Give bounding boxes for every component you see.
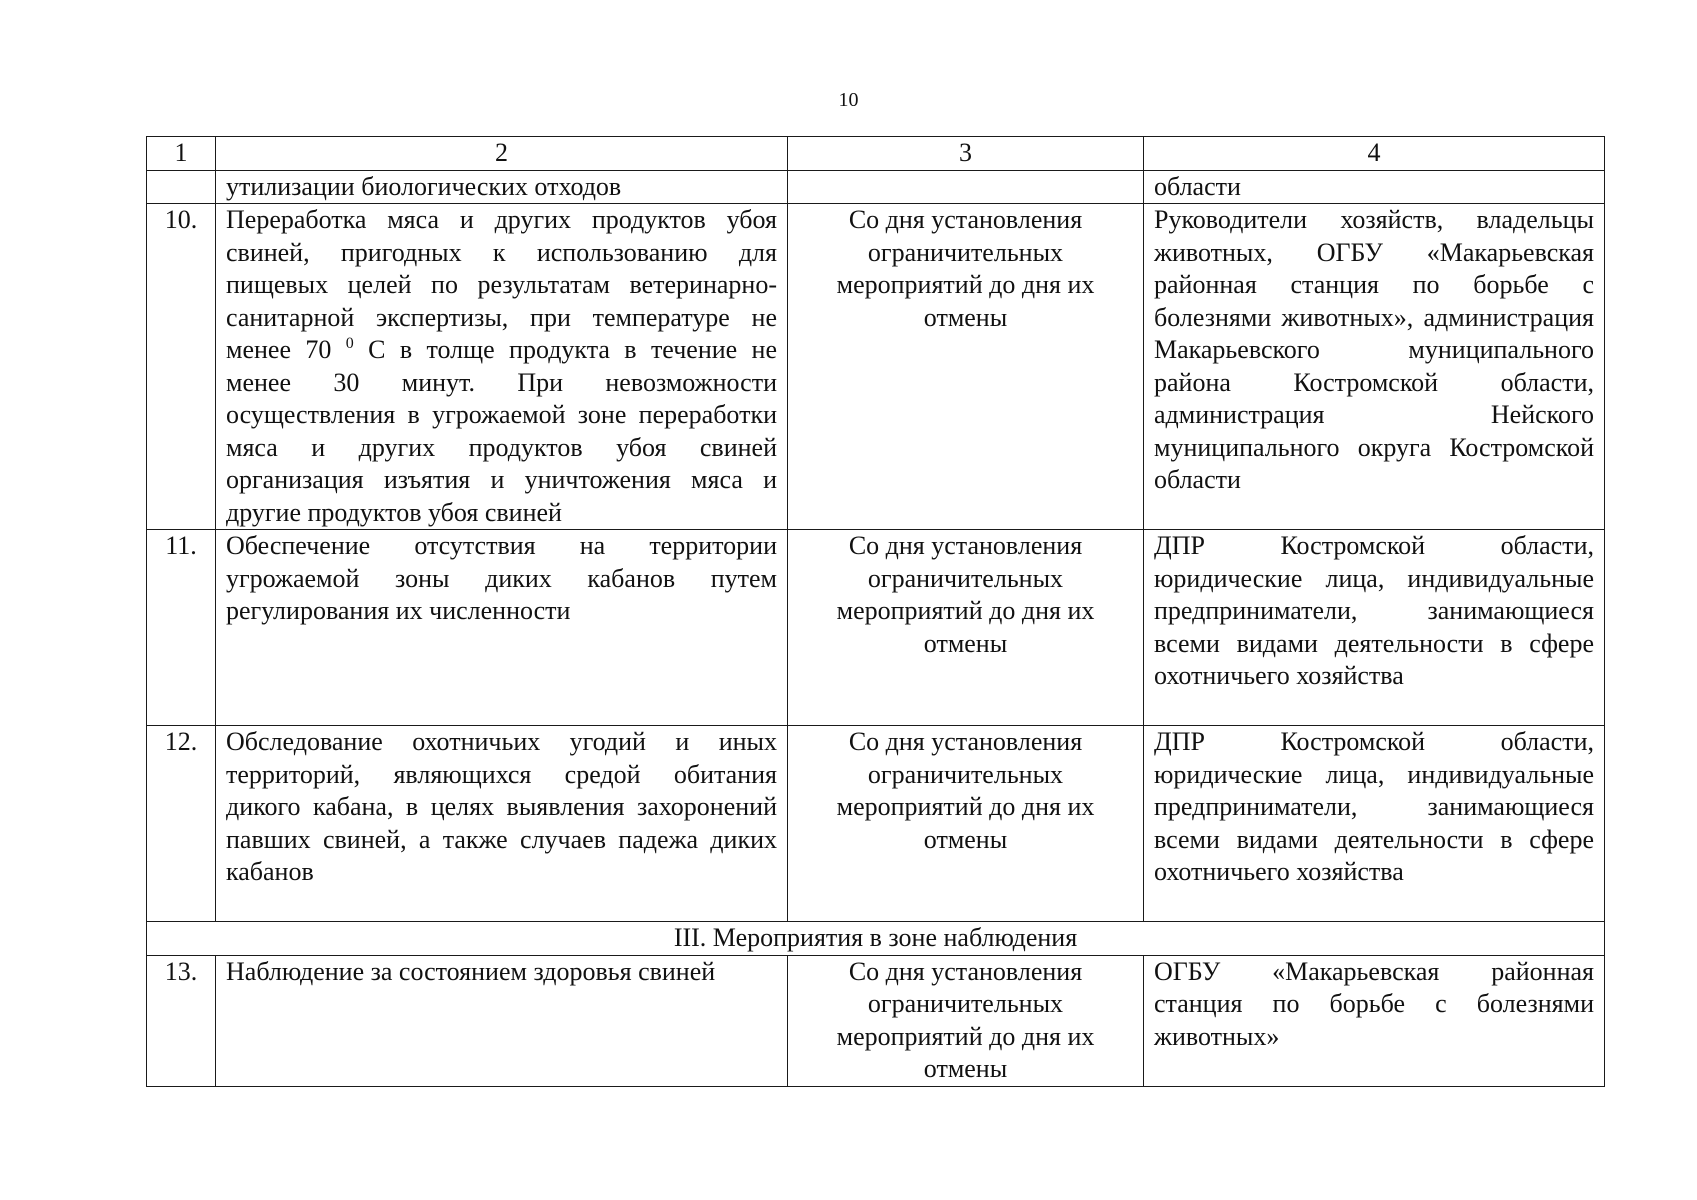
table-header-row: [147, 137, 1605, 171]
header-col-1: 1: [147, 137, 216, 171]
row-number: 10.: [147, 204, 216, 530]
row-measure: Наблюдение за состоянием здоровья свиней: [216, 955, 788, 1086]
row-measure: [216, 204, 788, 530]
measure-text-part-a: Переработка мяса и других продуктов убоя свиней, пригодных к использованию для пищевых целей по результатам ветеринарно-санитарной экспертизы, при температуре не менее 70: [226, 205, 777, 364]
cont-responsible-cell: области: [1144, 170, 1605, 204]
row-measure: Обеспечение отсутствия на территории угрожаемой зоны диких кабанов путем регулирования их численности: [216, 530, 788, 726]
row-number: 13.: [147, 955, 216, 1086]
cont-num-cell: [147, 170, 216, 204]
header-col-4: 4: [1144, 137, 1605, 171]
section-title: III. Мероприятия в зоне наблюдения: [147, 922, 1605, 956]
measure-text-part-b: С в толще продукта в течение не менее 30 минут. При невозможности осуществления в угрожаемой зоне переработки мяса и других продуктов убоя свиней организация изъятия и уничтожения мяса и другие продуктов убоя свиней: [226, 335, 778, 527]
header-col-2: 2: [216, 137, 788, 171]
table-row: [147, 204, 1605, 530]
row-responsible: ДПР Костромской области, юридические лица, индивидуальные предприниматели, занимающиеся всеми видами деятельности в сфере охотничьего хозяйства: [1144, 530, 1605, 726]
section-row: [147, 922, 1605, 956]
row-term: Со дня установления ограничительных мероприятий до дня их отмены: [788, 530, 1144, 726]
row-number: 12.: [147, 726, 216, 922]
cont-measure-cell: утилизации биологических отходов: [216, 170, 788, 204]
row-responsible: ДПР Костромской области, юридические лица, индивидуальные предприниматели, занимающиеся всеми видами деятельности в сфере охотничьего хозяйства: [1144, 726, 1605, 922]
row-term: Со дня установления ограничительных мероприятий до дня их отмены: [788, 955, 1144, 1086]
cont-term-cell: [788, 170, 1144, 204]
measures-table: [146, 136, 1605, 1087]
continuation-row: [147, 170, 1605, 204]
row-measure: Обследование охотничьих угодий и иных территорий, являющихся средой обитания дикого кабана, в целях выявления захоронений павших свиней, а также случаев падежа диких кабанов: [216, 726, 788, 922]
row-number: 11.: [147, 530, 216, 726]
row-term: Со дня установления ограничительных мероприятий до дня их отмены: [788, 204, 1144, 530]
page-number: 10: [838, 89, 859, 111]
degree-superscript: 0: [345, 335, 354, 352]
table-row: [147, 530, 1605, 726]
row-term: Со дня установления ограничительных мероприятий до дня их отмены: [788, 726, 1144, 922]
row-responsible: Руководители хозяйств, владельцы животных, ОГБУ «Макарьевская районная станция по борьбе с болезнями животных», администрация Макарьевского муниципального района Костромской области, администрация Нейского муниципального округа Костромской области: [1144, 204, 1605, 530]
table-row: [147, 955, 1605, 1086]
header-col-3: 3: [788, 137, 1144, 171]
row-responsible: ОГБУ «Макарьевская районная станция по борьбе с болезнями животных»: [1144, 955, 1605, 1086]
table-row: [147, 726, 1605, 922]
